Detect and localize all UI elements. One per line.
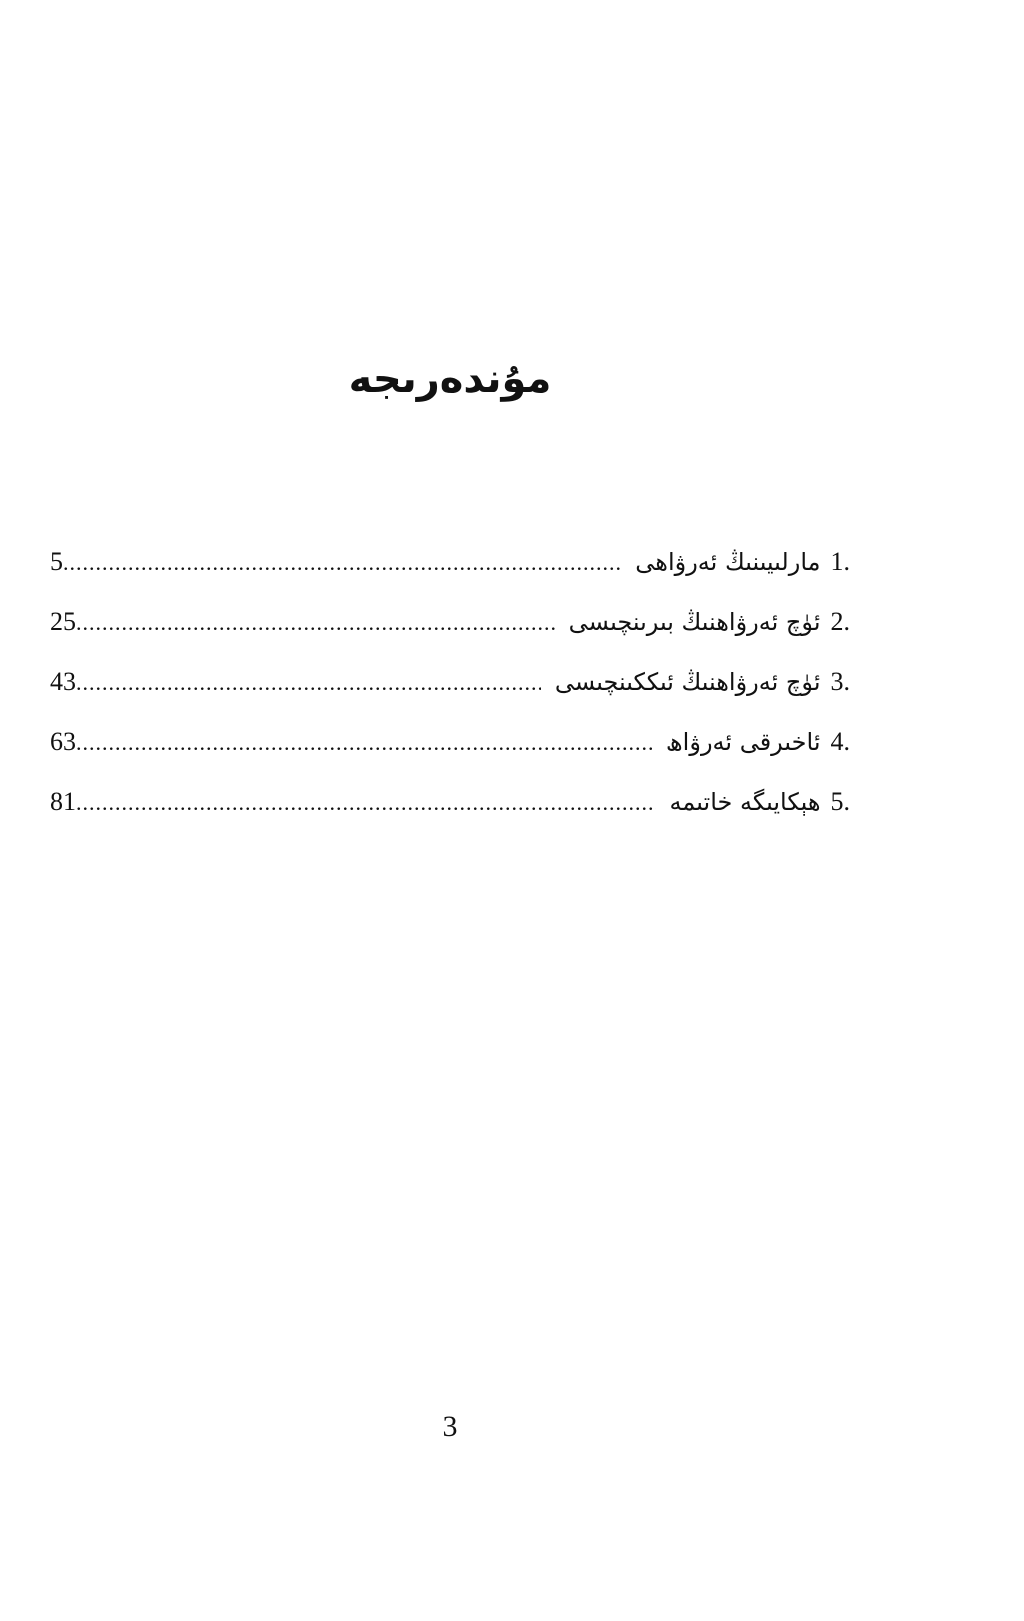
- toc-page-number: 63: [50, 727, 76, 756]
- page-number: 3: [442, 1410, 458, 1443]
- dot-leader: [76, 593, 555, 653]
- toc-entry-title: ئاخىرقى ئەرۋاھ: [665, 728, 821, 756]
- toc-entry-title: ھېكايىگە خاتىمە: [669, 788, 821, 816]
- toc-entry-title: مارلىيىنىڭ ئەرۋاھى: [635, 548, 821, 576]
- toc-entry-title: ئۈچ ئەرۋاھنىڭ ئىككىنچىسى: [554, 668, 821, 696]
- dot-leader: [76, 653, 541, 713]
- toc-page-number: 25: [50, 607, 76, 636]
- dot-leader: [76, 713, 652, 773]
- toc-entry-number: 3.: [830, 667, 850, 696]
- toc-entry-number: 2.: [830, 607, 850, 636]
- toc-entry: [50, 772, 850, 832]
- dot-leader: [76, 773, 656, 833]
- toc-page-number: 43: [50, 667, 76, 696]
- table-of-contents: [50, 532, 850, 832]
- dot-leader: [63, 533, 621, 593]
- toc-entry: [50, 592, 850, 652]
- toc-entry: [50, 712, 850, 772]
- toc-entry-number: 4.: [830, 727, 850, 756]
- toc-entry: [50, 652, 850, 712]
- toc-page-number: 5: [50, 547, 63, 576]
- toc-page-number: 81: [50, 787, 76, 816]
- toc-entry-title: ئۈچ ئەرۋاھنىڭ بىرىنچىسى: [568, 608, 821, 636]
- toc-entry-number: 5.: [830, 787, 850, 816]
- toc-entry: [50, 532, 850, 592]
- toc-entry-number: 1.: [830, 547, 850, 576]
- page-title: مۇندەرىجە: [348, 356, 552, 402]
